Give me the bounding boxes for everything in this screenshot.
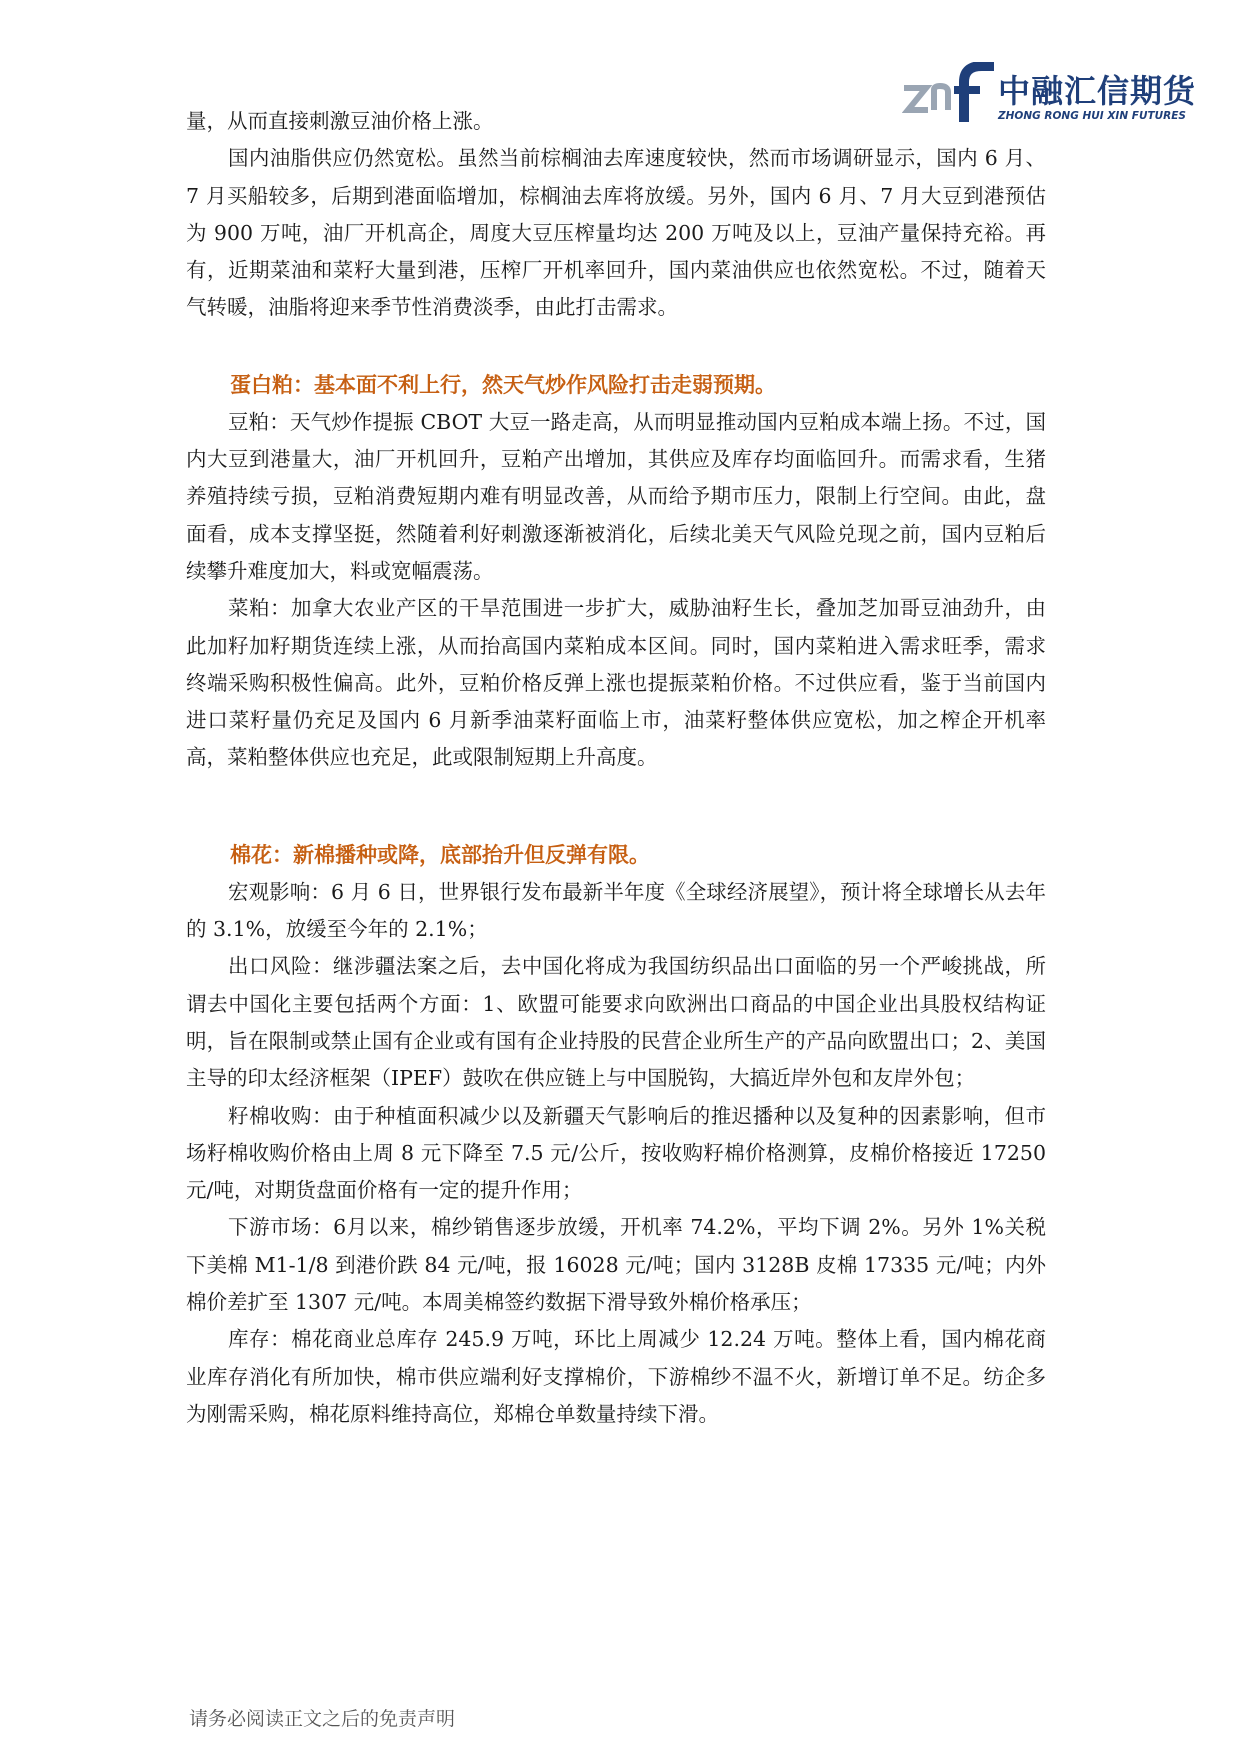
paragraph-downstream-market: 下游市场：6月以来，棉纱销售逐步放缓，开机率 74.2%，平均下调 2%。另外 1%关税下美棉 M1-1/8 到港价跌 84 元/吨，报 16028 元/吨；国内 3128B 皮棉 17335 元/吨；内外棉价差扩至 1307 元/吨。本周美棉签约数据下滑导致外棉价格承压； <box>186 1215 1046 1315</box>
section-heading-cotton: 棉花：新棉播种或降，底部抬升但反弹有限。 <box>230 842 650 867</box>
paragraph-continuation: 量，从而直接刺激豆油价格上涨。 <box>186 109 494 133</box>
company-name-en: ZHONG RONG HUI XIN FUTURES <box>998 110 1186 122</box>
company-name-cn: 中融汇信期货 <box>998 72 1197 110</box>
paragraph-seed-cotton-purchase: 籽棉收购：由于种植面积减少以及新疆天气影响后的推迟播种以及复种的因素影响，但市场籽棉收购价格由上周 8 元下降至 7.5 元/公斤，按收购籽棉价格测算，皮棉价格接近 17250 元/吨，对期货盘面价格有一定的提升作用； <box>186 1103 1046 1203</box>
paragraph-soymeal: 豆粕：天气炒作提振 CBOT 大豆一路走高，从而明显推动国内豆粕成本端上扬。不过，国内大豆到港量大，油厂开机回升，豆粕产出增加，其供应及库存均面临回升。而需求看，生猪养殖持续亏损，豆粕消费短期内难有明显改善，从而给予期市压力，限制上行空间。由此，盘面看，成本支撑坚挺，然随着利好刺激逐渐被消化，后续北美天气风险兑现之前，国内豆粕后续攀升难度加大，料或宽幅震荡。 <box>186 409 1046 583</box>
paragraph-rapeseed-meal: 菜粕：加拿大农业产区的干旱范围进一步扩大，威胁油籽生长，叠加芝加哥豆油劲升，由此加籽加籽期货连续上涨，从而抬高国内菜粕成本区间。同时，国内菜粕进入需求旺季，需求终端采购积极性偏高。此外，豆粕价格反弹上涨也提振菜粕价格。不过供应看，鉴于当前国内进口菜籽量仍充足及国内 6 月新季油菜籽面临上市，油菜籽整体供应宽松，加之榨企开机率高，菜粕整体供应也充足，此或限制短期上升高度。 <box>186 596 1046 770</box>
paragraph-macro-impact: 宏观影响：6 月 6 日，世界银行发布最新半年度《全球经济展望》，预计将全球增长从去年的 3.1%，放缓至今年的 2.1%； <box>186 879 1046 942</box>
paragraph-inventory: 库存：棉花商业总库存 245.9 万吨，环比上周减少 12.24 万吨。整体上看，国内棉花商业库存消化有所加快，棉市供应端利好支撑棉价，下游棉纱不温不火，新增订单不足。纺企多为刚需采购，棉花原料维持高位，郑棉仓单数量持续下滑。 <box>186 1327 1046 1426</box>
footer-disclaimer: 请务必阅读正文之后的免责声明 <box>189 1708 456 1730</box>
paragraph-oil-supply: 国内油脂供应仍然宽松。虽然当前棕榈油去库速度较快，然而市场调研显示，国内 6 月、7 月买船较多，后期到港面临增加，棕榈油去库将放缓。另外，国内 6 月、7 月大豆到港预估为 900 万吨，油厂开机高企，周度大豆压榨量均达 200 万吨及以上，豆油产量保持充裕。再有，近期菜油和菜籽大量到港，压榨厂开机率回升，国内菜油供应也依然宽松。不过，随着天气转暖，油脂将迎来季节性消费淡季，由此打击需求。 <box>186 146 1046 320</box>
document-body <box>186 103 1046 1433</box>
section-heading-protein-meal: 蛋白粕：基本面不利上行，然天气炒作风险打击走弱预期。 <box>230 372 776 397</box>
paragraph-export-risk: 出口风险：继涉疆法案之后，去中国化将成为我国纺织品出口面临的另一个严峻挑战，所谓去中国化主要包括两个方面：1、欧盟可能要求向欧洲出口商品的中国企业出具股权结构证明，旨在限制或禁止国有企业或有国有企业持股的民营企业所生产的产品向欧盟出口；2、美国主导的印太经济框架（IPEF）鼓吹在供应链上与中国脱钩，大搞近岸外包和友岸外包； <box>186 954 1046 1091</box>
